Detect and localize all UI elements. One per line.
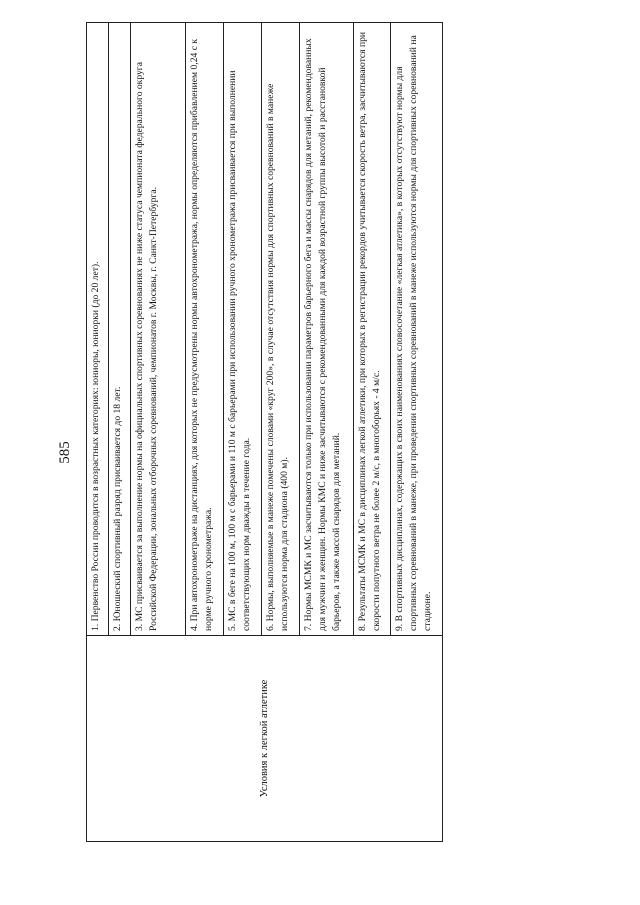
table-row: 2. Юношеский спортивный разряд присваивается до 18 лет. — [109, 23, 131, 635]
table-row: 1. Первенство России проводится в возрастных категориях: юниоры, юниорки (до 20 лет). — [87, 23, 109, 635]
conditions-table — [86, 22, 443, 842]
page-number — [55, 438, 75, 466]
table-label: Условия к легкой атлетике — [259, 679, 270, 798]
table-label-cell — [87, 635, 442, 841]
table-row: 6. Нормы, выполняемые в манеже помечены словами «круг 200», в случае отсутствия нормы для спортивных соревнований в манеже используются норма для стадиона (400 м). — [262, 23, 300, 635]
table-row: 4. При автохронометраже на дистанциях, для которых не предусмотрены нормы автохронометража, нормы определяются прибавлением 0,24 с к норме ручного хронометража. — [186, 23, 224, 635]
table-row: 9. В спортивных дисциплинах, содержащих в своих наименованиях словосочетание «легкая атлетика», в которых отсутствуют нормы для спортивных соревнований в манеже, при проведении спортивных соревнований в манеже используются нормы для спортивных соревнований на стадионе. — [394, 35, 434, 631]
table-items — [87, 23, 442, 635]
table-row: 5. МС в беге на 100 м, 100 м с барьерами и 110 м с барьерами при использовании ручного хронометража присваивается при выполнении соответствующих норм дважды в течение года. — [224, 23, 262, 635]
page-number-text: 585 — [56, 440, 73, 464]
table-row: 8. Результаты МСМК и МС в дисциплинах легкой атлетики, при которых в регистрации рекордов учитывается скорость ветра, засчитываются при скорости попутного ветра не более 2 м/с, в многоборьях - 4 м/с. — [354, 23, 392, 635]
table-row: 3. МС присваивается за выполнение нормы на официальных спортивных соревнованиях не ниже статуса чемпионата федерального округа Российской Федерации, зональных отборочных соревнований, чемпионатов г. Москвы, г. Санкт-Петербурга. — [131, 23, 187, 635]
table-row: 7. Нормы МСМК и МС засчитываются только при использовании параметров барьерного бега и массы снарядов для метаний, рекомендованных для мужчин и женщин. Нормы КМС и ниже засчитываются с рекомендованными для каждой возрастной группы высотой и расстановкой барьеров, а также массой снарядов для метаний. — [300, 23, 354, 635]
